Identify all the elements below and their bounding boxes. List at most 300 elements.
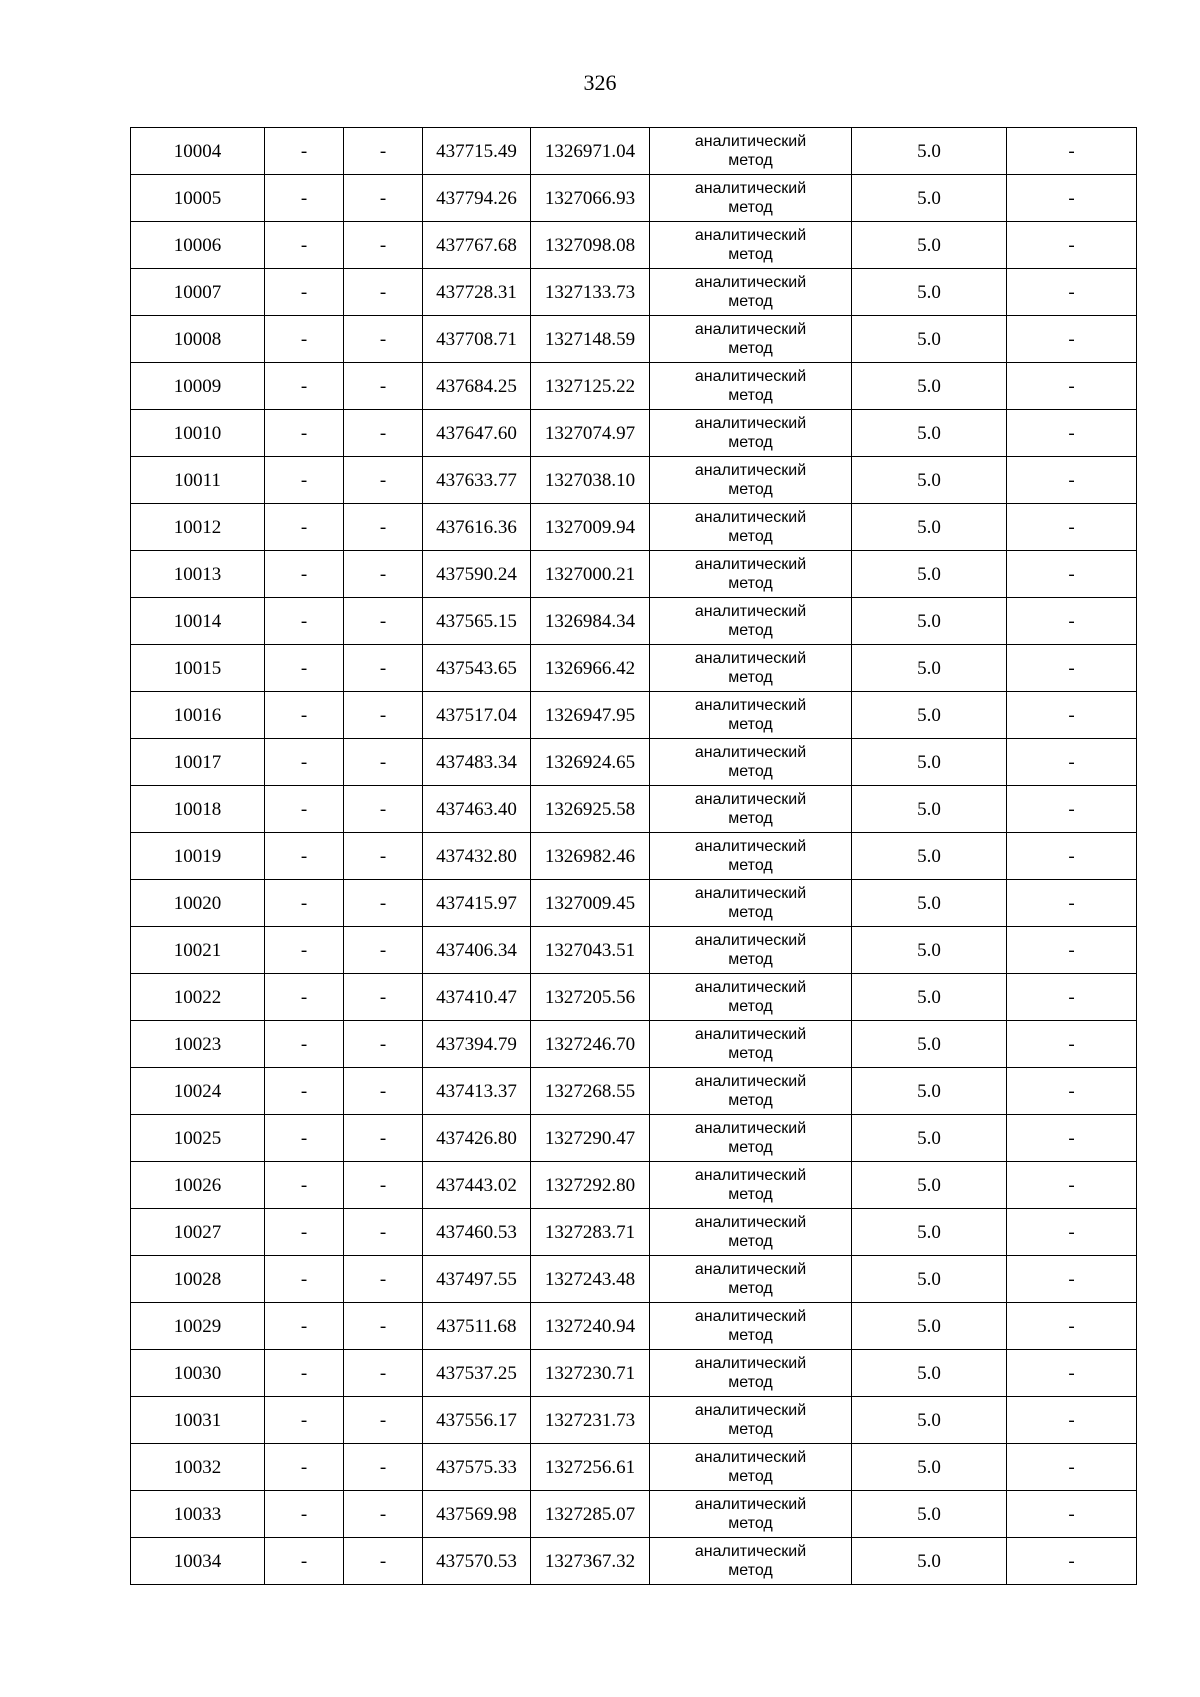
method-line-1: аналитический (694, 931, 807, 949)
column-3-cell: - (344, 786, 423, 833)
column-3-cell: - (344, 1538, 423, 1585)
method-line-1: аналитический (694, 1307, 807, 1325)
column-3-cell: - (344, 1115, 423, 1162)
point-number-cell: 10018 (131, 786, 265, 833)
point-number-cell: 10029 (131, 1303, 265, 1350)
table-body (131, 128, 1137, 1585)
y-coordinate-cell: 1327292.80 (531, 1162, 650, 1209)
x-coordinate-cell: 437708.71 (423, 316, 531, 363)
point-number-cell: 10016 (131, 692, 265, 739)
column-8-cell: - (1007, 269, 1137, 316)
method-line-1: аналитический (694, 132, 807, 150)
table-row (131, 1068, 1137, 1115)
x-coordinate-cell: 437715.49 (423, 128, 531, 175)
y-coordinate-cell: 1327230.71 (531, 1350, 650, 1397)
column-2-cell: - (265, 1256, 344, 1303)
point-number-cell: 10013 (131, 551, 265, 598)
accuracy-cell: 5.0 (852, 1350, 1007, 1397)
x-coordinate-cell: 437511.68 (423, 1303, 531, 1350)
method-line-1: аналитический (694, 1401, 807, 1419)
point-number-cell: 10025 (131, 1115, 265, 1162)
column-2-cell: - (265, 410, 344, 457)
column-8-cell: - (1007, 128, 1137, 175)
point-number-cell: 10014 (131, 598, 265, 645)
column-8-cell: - (1007, 1397, 1137, 1444)
method-line-1: аналитический (694, 743, 807, 761)
method-cell (650, 504, 852, 551)
column-3-cell: - (344, 269, 423, 316)
x-coordinate-cell: 437410.47 (423, 974, 531, 1021)
method-cell (650, 551, 852, 598)
method-line-1: аналитический (694, 1260, 807, 1278)
point-number-cell: 10019 (131, 833, 265, 880)
column-2-cell: - (265, 786, 344, 833)
method-line-1: аналитический (694, 1495, 807, 1513)
y-coordinate-cell: 1327125.22 (531, 363, 650, 410)
column-2-cell: - (265, 880, 344, 927)
y-coordinate-cell: 1327268.55 (531, 1068, 650, 1115)
y-coordinate-cell: 1327098.08 (531, 222, 650, 269)
column-3-cell: - (344, 1021, 423, 1068)
column-8-cell: - (1007, 316, 1137, 363)
y-coordinate-cell: 1327283.71 (531, 1209, 650, 1256)
method-line-1: аналитический (694, 1072, 807, 1090)
table-row (131, 1021, 1137, 1068)
method-cell (650, 457, 852, 504)
method-line-1: аналитический (694, 649, 807, 667)
method-line-2: метод (728, 904, 773, 921)
method-line-1: аналитический (694, 1542, 807, 1560)
column-8-cell: - (1007, 974, 1137, 1021)
column-2-cell: - (265, 316, 344, 363)
column-2-cell: - (265, 1538, 344, 1585)
point-number-cell: 10006 (131, 222, 265, 269)
x-coordinate-cell: 437728.31 (423, 269, 531, 316)
method-line-2: метод (728, 1421, 773, 1438)
column-3-cell: - (344, 645, 423, 692)
column-8-cell: - (1007, 1115, 1137, 1162)
y-coordinate-cell: 1327074.97 (531, 410, 650, 457)
method-line-1: аналитический (694, 508, 807, 526)
method-cell (650, 927, 852, 974)
x-coordinate-cell: 437647.60 (423, 410, 531, 457)
column-3-cell: - (344, 1162, 423, 1209)
column-8-cell: - (1007, 175, 1137, 222)
column-3-cell: - (344, 1068, 423, 1115)
page-number: 326 (583, 70, 617, 95)
column-8-cell: - (1007, 1021, 1137, 1068)
column-2-cell: - (265, 222, 344, 269)
point-number-cell: 10011 (131, 457, 265, 504)
accuracy-cell: 5.0 (852, 786, 1007, 833)
point-number-cell: 10024 (131, 1068, 265, 1115)
column-8-cell: - (1007, 1162, 1137, 1209)
table-row (131, 1538, 1137, 1585)
method-line-1: аналитический (694, 837, 807, 855)
accuracy-cell: 5.0 (852, 692, 1007, 739)
method-line-2: метод (728, 1186, 773, 1203)
column-3-cell: - (344, 974, 423, 1021)
method-line-1: аналитический (694, 1166, 807, 1184)
accuracy-cell: 5.0 (852, 1444, 1007, 1491)
y-coordinate-cell: 1326966.42 (531, 645, 650, 692)
method-line-2: метод (728, 1374, 773, 1391)
accuracy-cell: 5.0 (852, 316, 1007, 363)
accuracy-cell: 5.0 (852, 1021, 1007, 1068)
method-line-2: метод (728, 622, 773, 639)
column-3-cell: - (344, 1209, 423, 1256)
column-8-cell: - (1007, 1256, 1137, 1303)
x-coordinate-cell: 437483.34 (423, 739, 531, 786)
method-line-1: аналитический (694, 179, 807, 197)
method-line-1: аналитический (694, 1025, 807, 1043)
method-line-2: метод (728, 716, 773, 733)
accuracy-cell: 5.0 (852, 1115, 1007, 1162)
method-line-2: метод (728, 1562, 773, 1579)
point-number-cell: 10028 (131, 1256, 265, 1303)
method-cell (650, 1021, 852, 1068)
accuracy-cell: 5.0 (852, 1256, 1007, 1303)
y-coordinate-cell: 1327240.94 (531, 1303, 650, 1350)
column-2-cell: - (265, 645, 344, 692)
method-line-1: аналитический (694, 884, 807, 902)
column-8-cell: - (1007, 1350, 1137, 1397)
table-row (131, 1115, 1137, 1162)
y-coordinate-cell: 1327256.61 (531, 1444, 650, 1491)
column-2-cell: - (265, 974, 344, 1021)
column-3-cell: - (344, 1491, 423, 1538)
column-3-cell: - (344, 739, 423, 786)
method-cell (650, 1209, 852, 1256)
method-line-2: метод (728, 340, 773, 357)
x-coordinate-cell: 437767.68 (423, 222, 531, 269)
point-number-cell: 10008 (131, 316, 265, 363)
method-line-1: аналитический (694, 367, 807, 385)
accuracy-cell: 5.0 (852, 598, 1007, 645)
y-coordinate-cell: 1327066.93 (531, 175, 650, 222)
y-coordinate-cell: 1327000.21 (531, 551, 650, 598)
method-cell (650, 128, 852, 175)
x-coordinate-cell: 437426.80 (423, 1115, 531, 1162)
x-coordinate-cell: 437517.04 (423, 692, 531, 739)
point-number-cell: 10020 (131, 880, 265, 927)
method-line-2: метод (728, 387, 773, 404)
column-3-cell: - (344, 363, 423, 410)
table-row (131, 1256, 1137, 1303)
x-coordinate-cell: 437537.25 (423, 1350, 531, 1397)
column-2-cell: - (265, 692, 344, 739)
column-3-cell: - (344, 1350, 423, 1397)
column-3-cell: - (344, 128, 423, 175)
accuracy-cell: 5.0 (852, 551, 1007, 598)
method-cell (650, 1303, 852, 1350)
x-coordinate-cell: 437616.36 (423, 504, 531, 551)
column-3-cell: - (344, 222, 423, 269)
accuracy-cell: 5.0 (852, 175, 1007, 222)
column-2-cell: - (265, 833, 344, 880)
column-3-cell: - (344, 833, 423, 880)
column-8-cell: - (1007, 833, 1137, 880)
accuracy-cell: 5.0 (852, 1538, 1007, 1585)
point-number-cell: 10009 (131, 363, 265, 410)
x-coordinate-cell: 437794.26 (423, 175, 531, 222)
column-2-cell: - (265, 927, 344, 974)
method-cell (650, 316, 852, 363)
column-3-cell: - (344, 551, 423, 598)
x-coordinate-cell: 437556.17 (423, 1397, 531, 1444)
table-row (131, 1444, 1137, 1491)
y-coordinate-cell: 1327290.47 (531, 1115, 650, 1162)
column-8-cell: - (1007, 598, 1137, 645)
x-coordinate-cell: 437394.79 (423, 1021, 531, 1068)
method-cell (650, 974, 852, 1021)
method-line-2: метод (728, 152, 773, 169)
column-2-cell: - (265, 1021, 344, 1068)
method-line-1: аналитический (694, 414, 807, 432)
table-row (131, 128, 1137, 175)
column-2-cell: - (265, 1162, 344, 1209)
table-row (131, 645, 1137, 692)
y-coordinate-cell: 1327009.94 (531, 504, 650, 551)
method-line-2: метод (728, 528, 773, 545)
point-number-cell: 10026 (131, 1162, 265, 1209)
x-coordinate-cell: 437463.40 (423, 786, 531, 833)
x-coordinate-cell: 437633.77 (423, 457, 531, 504)
table-row (131, 739, 1137, 786)
point-number-cell: 10022 (131, 974, 265, 1021)
column-2-cell: - (265, 363, 344, 410)
x-coordinate-cell: 437460.53 (423, 1209, 531, 1256)
method-line-2: метод (728, 199, 773, 216)
accuracy-cell: 5.0 (852, 1068, 1007, 1115)
x-coordinate-cell: 437543.65 (423, 645, 531, 692)
method-line-1: аналитический (694, 1213, 807, 1231)
method-line-1: аналитический (694, 790, 807, 808)
x-coordinate-cell: 437565.15 (423, 598, 531, 645)
method-line-1: аналитический (694, 1448, 807, 1466)
column-8-cell: - (1007, 504, 1137, 551)
method-cell (650, 269, 852, 316)
method-line-1: аналитический (694, 978, 807, 996)
accuracy-cell: 5.0 (852, 1162, 1007, 1209)
accuracy-cell: 5.0 (852, 880, 1007, 927)
method-line-1: аналитический (694, 273, 807, 291)
method-cell (650, 1397, 852, 1444)
method-line-2: метод (728, 1233, 773, 1250)
point-number-cell: 10010 (131, 410, 265, 457)
method-line-2: метод (728, 1327, 773, 1344)
point-number-cell: 10033 (131, 1491, 265, 1538)
accuracy-cell: 5.0 (852, 128, 1007, 175)
point-number-cell: 10012 (131, 504, 265, 551)
method-cell (650, 175, 852, 222)
table-row (131, 222, 1137, 269)
column-2-cell: - (265, 739, 344, 786)
table-row (131, 1303, 1137, 1350)
method-cell (650, 410, 852, 457)
table-row (131, 269, 1137, 316)
accuracy-cell: 5.0 (852, 504, 1007, 551)
point-number-cell: 10017 (131, 739, 265, 786)
x-coordinate-cell: 437590.24 (423, 551, 531, 598)
point-number-cell: 10007 (131, 269, 265, 316)
column-2-cell: - (265, 269, 344, 316)
column-2-cell: - (265, 551, 344, 598)
method-line-2: метод (728, 1468, 773, 1485)
column-3-cell: - (344, 410, 423, 457)
accuracy-cell: 5.0 (852, 739, 1007, 786)
x-coordinate-cell: 437443.02 (423, 1162, 531, 1209)
point-number-cell: 10034 (131, 1538, 265, 1585)
column-8-cell: - (1007, 739, 1137, 786)
table-row (131, 1491, 1137, 1538)
point-number-cell: 10005 (131, 175, 265, 222)
column-3-cell: - (344, 316, 423, 363)
column-2-cell: - (265, 598, 344, 645)
column-8-cell: - (1007, 786, 1137, 833)
column-2-cell: - (265, 504, 344, 551)
method-line-2: метод (728, 293, 773, 310)
column-2-cell: - (265, 1491, 344, 1538)
method-line-2: метод (728, 669, 773, 686)
column-2-cell: - (265, 1397, 344, 1444)
method-line-1: аналитический (694, 461, 807, 479)
method-cell (650, 739, 852, 786)
column-8-cell: - (1007, 1068, 1137, 1115)
method-cell (650, 1162, 852, 1209)
accuracy-cell: 5.0 (852, 269, 1007, 316)
accuracy-cell: 5.0 (852, 457, 1007, 504)
table-row (131, 1350, 1137, 1397)
table-row (131, 692, 1137, 739)
column-3-cell: - (344, 1303, 423, 1350)
method-line-2: метод (728, 1092, 773, 1109)
y-coordinate-cell: 1327043.51 (531, 927, 650, 974)
method-line-1: аналитический (694, 696, 807, 714)
method-line-1: аналитический (694, 1354, 807, 1372)
column-8-cell: - (1007, 1538, 1137, 1585)
accuracy-cell: 5.0 (852, 410, 1007, 457)
method-cell (650, 1444, 852, 1491)
method-line-2: метод (728, 1045, 773, 1062)
column-3-cell: - (344, 692, 423, 739)
y-coordinate-cell: 1327243.48 (531, 1256, 650, 1303)
accuracy-cell: 5.0 (852, 927, 1007, 974)
table-row (131, 504, 1137, 551)
point-number-cell: 10027 (131, 1209, 265, 1256)
method-line-1: аналитический (694, 602, 807, 620)
column-8-cell: - (1007, 1444, 1137, 1491)
y-coordinate-cell: 1327133.73 (531, 269, 650, 316)
column-3-cell: - (344, 598, 423, 645)
accuracy-cell: 5.0 (852, 1397, 1007, 1444)
y-coordinate-cell: 1326924.65 (531, 739, 650, 786)
method-line-2: метод (728, 763, 773, 780)
column-2-cell: - (265, 1350, 344, 1397)
method-cell (650, 1350, 852, 1397)
y-coordinate-cell: 1326947.95 (531, 692, 650, 739)
method-line-2: метод (728, 1280, 773, 1297)
method-cell (650, 786, 852, 833)
accuracy-cell: 5.0 (852, 363, 1007, 410)
column-8-cell: - (1007, 880, 1137, 927)
method-cell (650, 1256, 852, 1303)
x-coordinate-cell: 437406.34 (423, 927, 531, 974)
method-line-2: метод (728, 246, 773, 263)
table-row (131, 551, 1137, 598)
table-row (131, 927, 1137, 974)
coordinates-table (130, 127, 1137, 1585)
method-line-1: аналитический (694, 1119, 807, 1137)
method-line-2: метод (728, 434, 773, 451)
column-3-cell: - (344, 927, 423, 974)
column-3-cell: - (344, 1444, 423, 1491)
x-coordinate-cell: 437575.33 (423, 1444, 531, 1491)
accuracy-cell: 5.0 (852, 974, 1007, 1021)
accuracy-cell: 5.0 (852, 645, 1007, 692)
column-2-cell: - (265, 1209, 344, 1256)
y-coordinate-cell: 1327231.73 (531, 1397, 650, 1444)
table-row (131, 175, 1137, 222)
column-2-cell: - (265, 1115, 344, 1162)
method-line-1: аналитический (694, 320, 807, 338)
table-row (131, 786, 1137, 833)
table-row (131, 880, 1137, 927)
accuracy-cell: 5.0 (852, 1491, 1007, 1538)
method-cell (650, 1538, 852, 1585)
y-coordinate-cell: 1327148.59 (531, 316, 650, 363)
x-coordinate-cell: 437497.55 (423, 1256, 531, 1303)
column-8-cell: - (1007, 645, 1137, 692)
y-coordinate-cell: 1326982.46 (531, 833, 650, 880)
point-number-cell: 10004 (131, 128, 265, 175)
x-coordinate-cell: 437415.97 (423, 880, 531, 927)
method-cell (650, 1068, 852, 1115)
point-number-cell: 10015 (131, 645, 265, 692)
table-row (131, 316, 1137, 363)
x-coordinate-cell: 437569.98 (423, 1491, 531, 1538)
point-number-cell: 10032 (131, 1444, 265, 1491)
y-coordinate-cell: 1327205.56 (531, 974, 650, 1021)
table-row (131, 974, 1137, 1021)
table-row (131, 598, 1137, 645)
column-3-cell: - (344, 457, 423, 504)
column-3-cell: - (344, 504, 423, 551)
accuracy-cell: 5.0 (852, 833, 1007, 880)
column-8-cell: - (1007, 363, 1137, 410)
x-coordinate-cell: 437684.25 (423, 363, 531, 410)
y-coordinate-cell: 1327367.32 (531, 1538, 650, 1585)
method-cell (650, 645, 852, 692)
column-8-cell: - (1007, 1209, 1137, 1256)
point-number-cell: 10031 (131, 1397, 265, 1444)
method-line-2: метод (728, 857, 773, 874)
y-coordinate-cell: 1327246.70 (531, 1021, 650, 1068)
x-coordinate-cell: 437432.80 (423, 833, 531, 880)
method-line-2: метод (728, 1139, 773, 1156)
column-2-cell: - (265, 1068, 344, 1115)
point-number-cell: 10021 (131, 927, 265, 974)
table-row (131, 1209, 1137, 1256)
x-coordinate-cell: 437570.53 (423, 1538, 531, 1585)
column-3-cell: - (344, 1256, 423, 1303)
method-line-2: метод (728, 951, 773, 968)
method-line-1: аналитический (694, 226, 807, 244)
y-coordinate-cell: 1326971.04 (531, 128, 650, 175)
method-line-2: метод (728, 1515, 773, 1532)
y-coordinate-cell: 1327009.45 (531, 880, 650, 927)
column-2-cell: - (265, 1444, 344, 1491)
